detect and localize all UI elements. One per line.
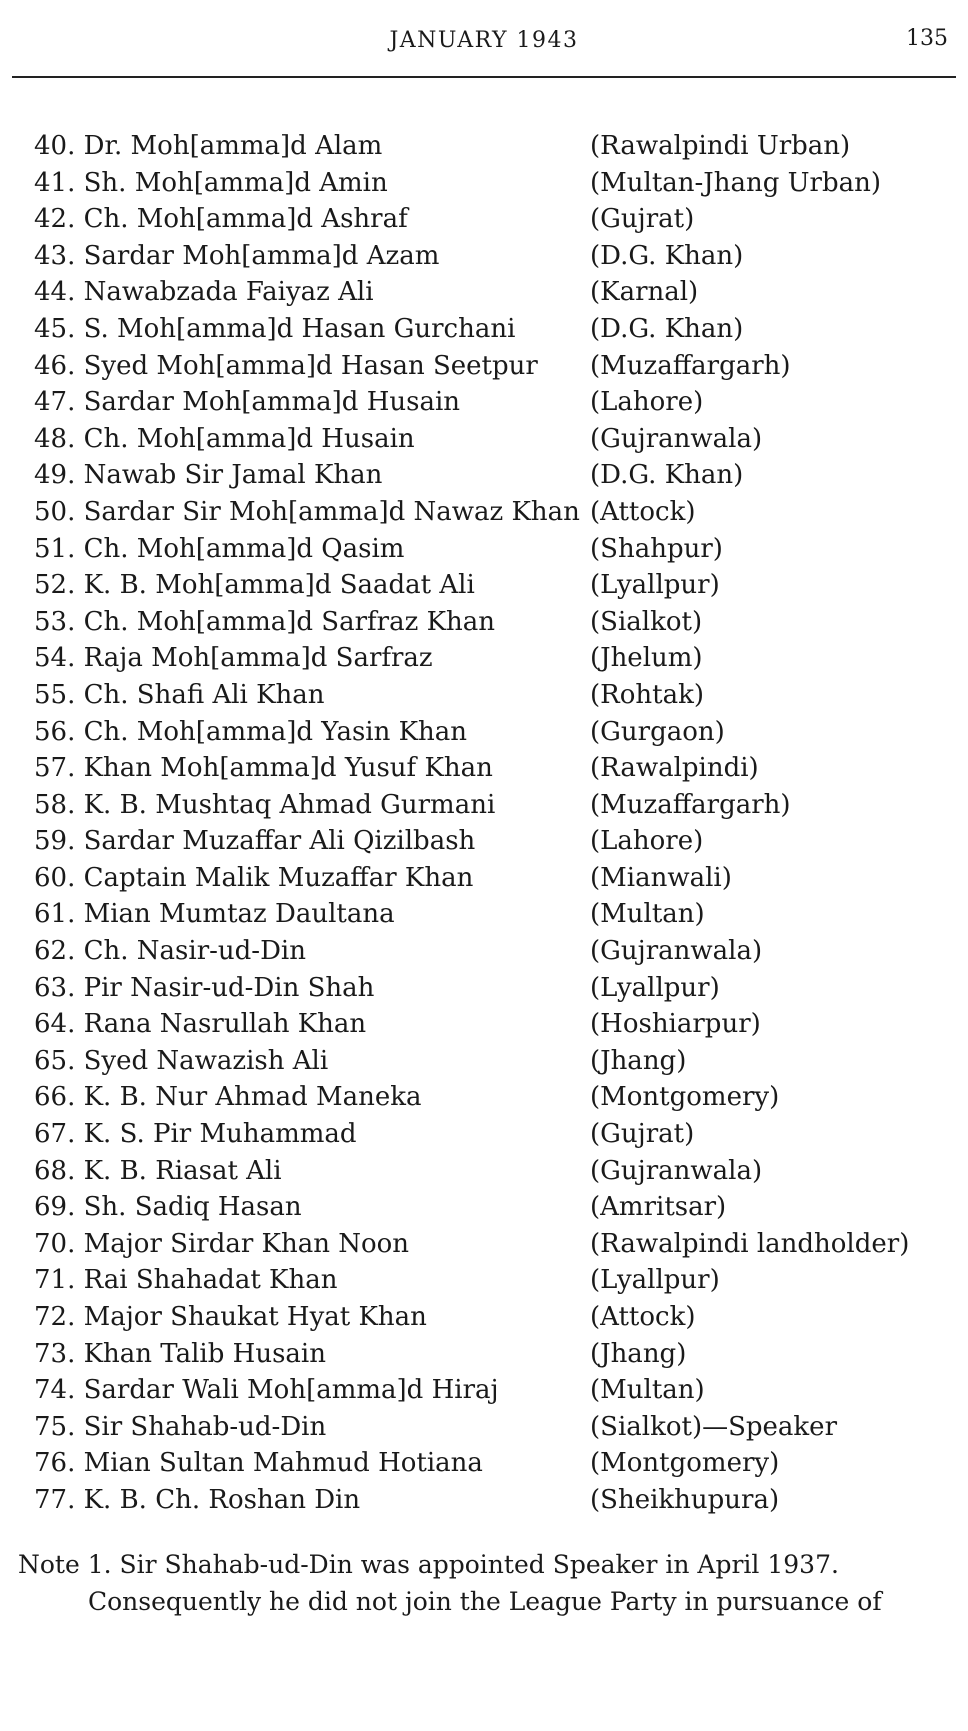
list-item (34, 1043, 954, 1080)
list-item (34, 128, 954, 165)
footnote-line-2: Consequently he did not join the League Party in pursuance of (88, 1587, 882, 1616)
list-item (34, 274, 954, 311)
member-name: 49. Nawab Sir Jamal Khan (34, 460, 383, 491)
member-district: (Jhang) (590, 1045, 687, 1076)
member-name: 60. Captain Malik Muzaffar Khan (34, 862, 474, 893)
list-item (34, 677, 954, 714)
member-district: (Attock) (590, 1302, 696, 1332)
member-name: 44. Nawabzada Faiyaz Ali (34, 277, 374, 308)
member-name: 41. Sh. Moh[amma]d Amin (34, 167, 388, 198)
list-item (34, 165, 954, 202)
list-item (34, 421, 954, 458)
list-item (34, 348, 954, 385)
member-district: (Hoshiarpur) (590, 1009, 761, 1040)
member-name: 52. K. B. Moh[amma]d Saadat Ali (34, 570, 475, 601)
member-name: 74. Sardar Wali Moh[amma]d Hiraj (34, 1375, 499, 1406)
list-item (34, 1262, 954, 1299)
member-district: (Montgomery) (590, 1448, 780, 1479)
member-district: (Gurgaon) (590, 716, 725, 747)
member-name: 64. Rana Nasrullah Khan (34, 1009, 367, 1040)
member-district: (Multan-Jhang Urban) (590, 167, 882, 198)
running-title: JANUARY 1943 (389, 28, 579, 53)
member-name: 63. Pir Nasir-ud-Din Shah (34, 972, 375, 1003)
member-name: 77. K. B. Ch. Roshan Din (34, 1484, 361, 1515)
member-name: 73. Khan Talib Husain (34, 1338, 326, 1369)
list-item (34, 1006, 954, 1043)
list-item (34, 567, 954, 604)
member-district: (Attock) (590, 496, 696, 527)
member-name: 45. S. Moh[amma]d Hasan Gurchani (34, 313, 516, 344)
list-item (34, 933, 954, 970)
list-item (34, 1409, 954, 1446)
member-district: (Lyallpur) (590, 972, 720, 1003)
member-district: (Montgomery) (590, 1082, 780, 1113)
list-item (34, 1079, 954, 1116)
list-item (34, 238, 954, 275)
member-name: 51. Ch. Moh[amma]d Qasim (34, 533, 405, 564)
list-item (34, 311, 954, 348)
member-name: 55. Ch. Shafi Ali Khan (34, 679, 325, 710)
member-district: (Lahore) (590, 826, 704, 857)
member-district: (Shahpur) (590, 533, 723, 564)
list-item (34, 860, 954, 897)
list-item (34, 714, 954, 751)
member-district: (Jhang) (590, 1338, 687, 1369)
member-district: (Sialkot) (590, 606, 703, 637)
member-name: 72. Major Shaukat Hyat Khan (34, 1302, 427, 1332)
member-district: (D.G. Khan) (590, 460, 744, 491)
member-district: (D.G. Khan) (590, 313, 744, 344)
member-district: (Rawalpindi landholder) (590, 1228, 910, 1259)
list-item (34, 1482, 954, 1519)
member-name: 50. Sardar Sir Moh[amma]d Nawaz Khan (34, 496, 580, 527)
member-name: 48. Ch. Moh[amma]d Husain (34, 423, 415, 454)
member-district: (Mianwali) (590, 862, 732, 893)
member-name: 56. Ch. Moh[amma]d Yasin Khan (34, 716, 468, 747)
list-item (34, 750, 954, 787)
member-district: (Gujranwala) (590, 1155, 763, 1186)
member-name: 57. Khan Moh[amma]d Yusuf Khan (34, 753, 493, 784)
list-item (34, 1189, 954, 1226)
list-item (34, 604, 954, 641)
member-district: (Rawalpindi) (590, 753, 759, 784)
list-item (34, 896, 954, 933)
member-name: 76. Mian Sultan Mahmud Hotiana (34, 1448, 483, 1479)
member-name: 66. K. B. Nur Ahmad Maneka (34, 1082, 422, 1113)
member-name: 65. Syed Nawazish Ali (34, 1045, 329, 1076)
list-item (34, 531, 954, 568)
member-name: 71. Rai Shahadat Khan (34, 1265, 338, 1296)
member-district: (Rawalpindi Urban) (590, 131, 851, 161)
member-district: (Multan) (590, 899, 705, 930)
member-name: 47. Sardar Moh[amma]d Husain (34, 387, 461, 418)
member-name: 54. Raja Moh[amma]d Sarfraz (34, 643, 433, 674)
list-item (34, 640, 954, 677)
member-name: 42. Ch. Moh[amma]d Ashraf (34, 204, 408, 235)
member-name: 46. Syed Moh[amma]d Hasan Seetpur (34, 350, 538, 381)
member-name: 70. Major Sirdar Khan Noon (34, 1228, 410, 1259)
page-number: 135 (906, 26, 948, 51)
member-name: 75. Sir Shahab-ud-Din (34, 1411, 327, 1442)
member-district: (Rohtak) (590, 679, 704, 710)
member-name: 40. Dr. Moh[amma]d Alam (34, 131, 383, 161)
member-name: 61. Mian Mumtaz Daultana (34, 899, 395, 930)
list-item (34, 970, 954, 1007)
member-district: (Amritsar) (590, 1192, 727, 1223)
footnote (18, 1546, 958, 1620)
member-district: (Muzaffargarh) (590, 789, 791, 820)
header-rule (12, 76, 956, 78)
member-district: (D.G. Khan) (590, 240, 744, 271)
member-district: (Gujrat) (590, 1119, 695, 1150)
list-item (34, 457, 954, 494)
member-name: 53. Ch. Moh[amma]d Sarfraz Khan (34, 606, 495, 637)
member-district: (Lyallpur) (590, 570, 720, 601)
list-item (34, 1226, 954, 1263)
member-district: (Lahore) (590, 387, 704, 418)
member-district: (Gujranwala) (590, 936, 763, 967)
member-name: 62. Ch. Nasir-ud-Din (34, 936, 306, 967)
member-name: 68. K. B. Riasat Ali (34, 1155, 282, 1186)
member-list (34, 128, 954, 1519)
list-item (34, 201, 954, 238)
list-item (34, 1445, 954, 1482)
list-item (34, 1116, 954, 1153)
list-item (34, 1336, 954, 1373)
running-header (0, 24, 968, 58)
member-name: 69. Sh. Sadiq Hasan (34, 1192, 302, 1223)
member-district: (Lyallpur) (590, 1265, 720, 1296)
list-item (34, 787, 954, 824)
member-district: (Jhelum) (590, 643, 703, 674)
member-name: 58. K. B. Mushtaq Ahmad Gurmani (34, 789, 496, 820)
list-item (34, 1153, 954, 1190)
member-district: (Gujrat) (590, 204, 695, 235)
list-item (34, 384, 954, 421)
list-item (34, 494, 954, 531)
member-district: (Karnal) (590, 277, 699, 308)
member-name: 43. Sardar Moh[amma]d Azam (34, 240, 440, 271)
member-district: (Gujranwala) (590, 423, 763, 454)
member-name: 67. K. S. Pir Muhammad (34, 1119, 357, 1150)
footnote-line-1: Note 1. Sir Shahab-ud-Din was appointed Speaker in April 1937. (18, 1550, 839, 1579)
member-district: (Sialkot)—Speaker (590, 1411, 837, 1442)
member-district: (Muzaffargarh) (590, 350, 791, 381)
list-item (34, 823, 954, 860)
list-item (34, 1299, 954, 1336)
member-district: (Sheikhupura) (590, 1484, 780, 1515)
member-name: 59. Sardar Muzaffar Ali Qizilbash (34, 826, 476, 857)
list-item (34, 1372, 954, 1409)
member-district: (Multan) (590, 1375, 705, 1406)
